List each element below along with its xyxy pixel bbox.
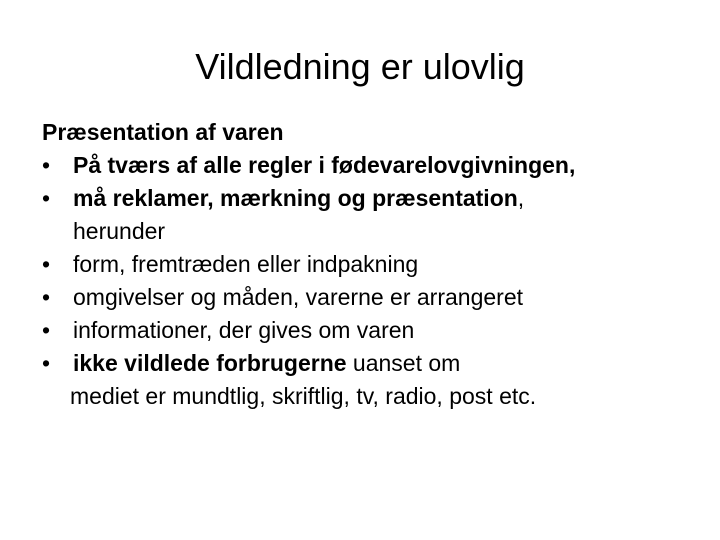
bullet-text: informationer, der gives om varen <box>73 317 415 343</box>
bullet-icon: • <box>42 185 51 211</box>
bullet-bold-text: må reklamer, mærkning og præsentation <box>73 185 518 211</box>
bullet-icon: • <box>42 350 51 376</box>
bullet-continuation-text: herunder <box>73 218 166 244</box>
section-heading: Præsentation af varen <box>42 119 284 145</box>
bullet-list <box>42 149 702 380</box>
bullet-item <box>42 182 702 248</box>
bullet-icon: • <box>42 251 51 277</box>
bullet-icon: • <box>42 284 51 310</box>
bullet-item <box>42 314 702 347</box>
bullet-item <box>42 149 702 182</box>
bullet-icon: • <box>42 317 51 343</box>
slide-title <box>0 44 720 90</box>
bullet-text: form, fremtræden eller indpakning <box>73 251 419 277</box>
bullet-text: uanset om <box>346 350 461 376</box>
bullet-bold-text: ikke vildlede forbrugerne <box>73 350 347 376</box>
bullet-icon: • <box>42 152 51 178</box>
bullet-item <box>42 248 702 281</box>
bullet-bold-text: På tværs af alle regler i fødevarelovgivningen, <box>73 152 576 178</box>
slide-title-strong: Vildledning <box>195 46 371 87</box>
bullet-item <box>42 347 702 380</box>
slide-content <box>42 116 702 413</box>
bullet-text: , <box>517 185 525 211</box>
slide-title-rest: er ulovlig <box>370 46 525 87</box>
tail-text: mediet er mundtlig, skriftlig, tv, radio, post etc. <box>70 383 537 409</box>
bullet-text: omgivelser og måden, varerne er arrangeret <box>73 284 524 310</box>
bullet-item <box>42 281 702 314</box>
